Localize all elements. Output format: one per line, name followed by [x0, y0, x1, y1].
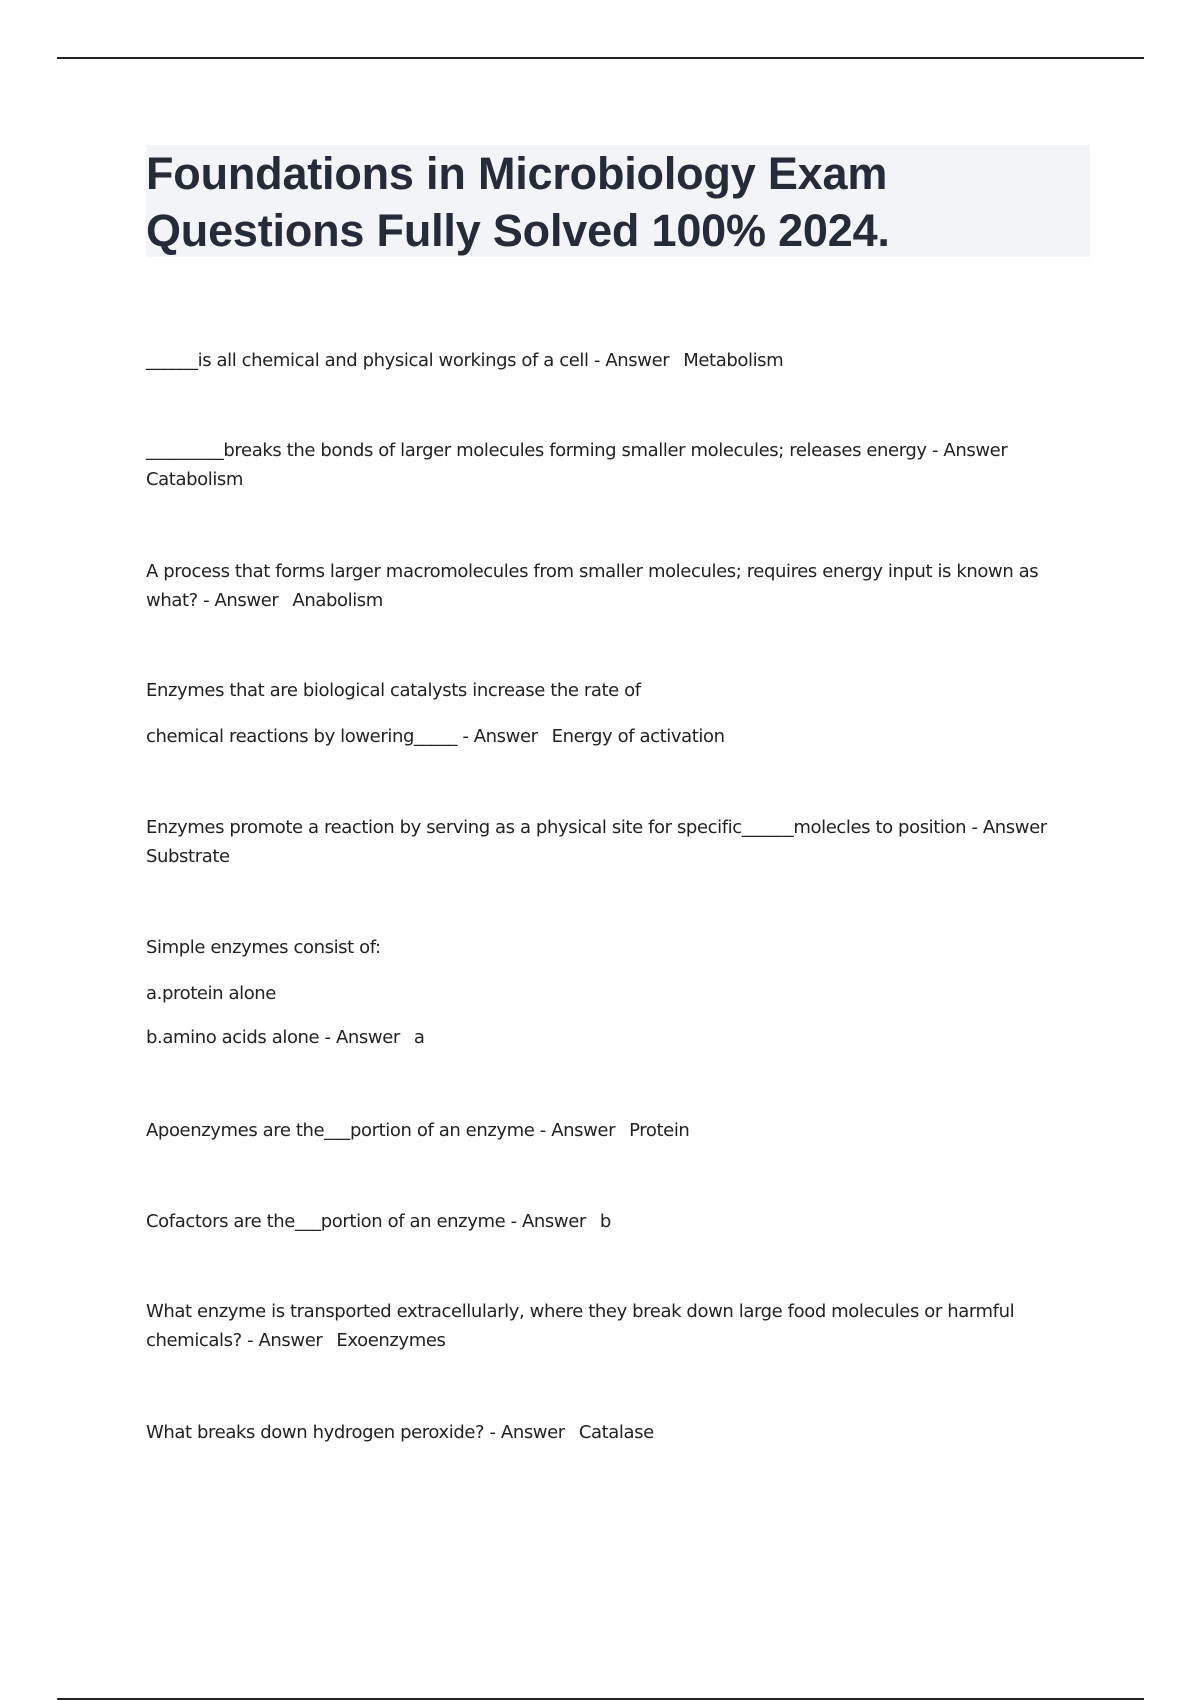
- answer-text: Catalase: [578, 1422, 654, 1443]
- answer-text: b: [599, 1211, 611, 1232]
- qa-line: [146, 1207, 1096, 1236]
- question-text: chemicals? - Answer: [146, 1330, 323, 1351]
- qa-item-5: [146, 813, 1096, 871]
- question-text: ______is all chemical and physical workings of a cell - Answer: [146, 350, 670, 371]
- document-title: [146, 145, 1090, 259]
- top-rule: [57, 57, 1144, 59]
- qa-line: [146, 1116, 1096, 1145]
- answer-text: Protein: [629, 1120, 690, 1141]
- question-text: Enzymes that are biological catalysts increase the rate of: [146, 680, 641, 701]
- answer-text: Energy of activation: [551, 726, 725, 747]
- question-text: Enzymes promote a reaction by serving as a physical site for specific______molecles to position - Answer: [146, 817, 1047, 838]
- qa-item-1: [146, 346, 1096, 375]
- question-text: Cofactors are the___portion of an enzyme - Answer: [146, 1211, 586, 1232]
- question-text: _________breaks the bonds of larger molecules forming smaller molecules; releases energy - Answer: [146, 440, 1008, 461]
- question-text: what? - Answer: [146, 590, 279, 611]
- qa-line: [146, 722, 1096, 751]
- title-line-2: Questions Fully Solved 100% 2024.: [146, 205, 890, 256]
- qa-line: [146, 346, 1096, 375]
- qa-item-6: [146, 933, 1096, 1052]
- qa-item-9: [146, 1297, 1096, 1355]
- qa-item-8: [146, 1207, 1096, 1236]
- answer-text: a: [413, 1027, 425, 1048]
- question-text: Simple enzymes consist of:: [146, 937, 381, 958]
- answer-text: Exoenzymes: [336, 1330, 446, 1351]
- question-text: chemical reactions by lowering_____ - Answer: [146, 726, 538, 747]
- qa-line: [146, 586, 1096, 615]
- qa-item-4: [146, 676, 1096, 751]
- question-text: What breaks down hydrogen peroxide? - Answer: [146, 1422, 565, 1443]
- qa-line: [146, 1023, 1096, 1052]
- title-line-1: Foundations in Microbiology Exam: [146, 148, 888, 199]
- question-text: Apoenzymes are the___portion of an enzyme - Answer: [146, 1120, 616, 1141]
- answer-text: Metabolism: [683, 350, 784, 371]
- title-block: [146, 145, 1090, 257]
- qa-item-3: [146, 557, 1096, 615]
- option-a: a.protein alone: [146, 983, 276, 1004]
- answer-text: Anabolism: [292, 590, 383, 611]
- question-text: What enzyme is transported extracellularly, where they break down large food molecules or harmful: [146, 1301, 1015, 1322]
- question-text: A process that forms larger macromolecules from smaller molecules; requires energy input is known as: [146, 561, 1039, 582]
- qa-item-10: [146, 1418, 1096, 1447]
- qa-item-7: [146, 1116, 1096, 1145]
- answer-text: Catabolism: [146, 469, 244, 490]
- qa-line: [146, 1418, 1096, 1447]
- qa-line: [146, 1326, 1096, 1355]
- answer-text: Substrate: [146, 846, 230, 867]
- question-text: b.amino acids alone - Answer: [146, 1027, 400, 1048]
- qa-item-2: [146, 436, 1096, 494]
